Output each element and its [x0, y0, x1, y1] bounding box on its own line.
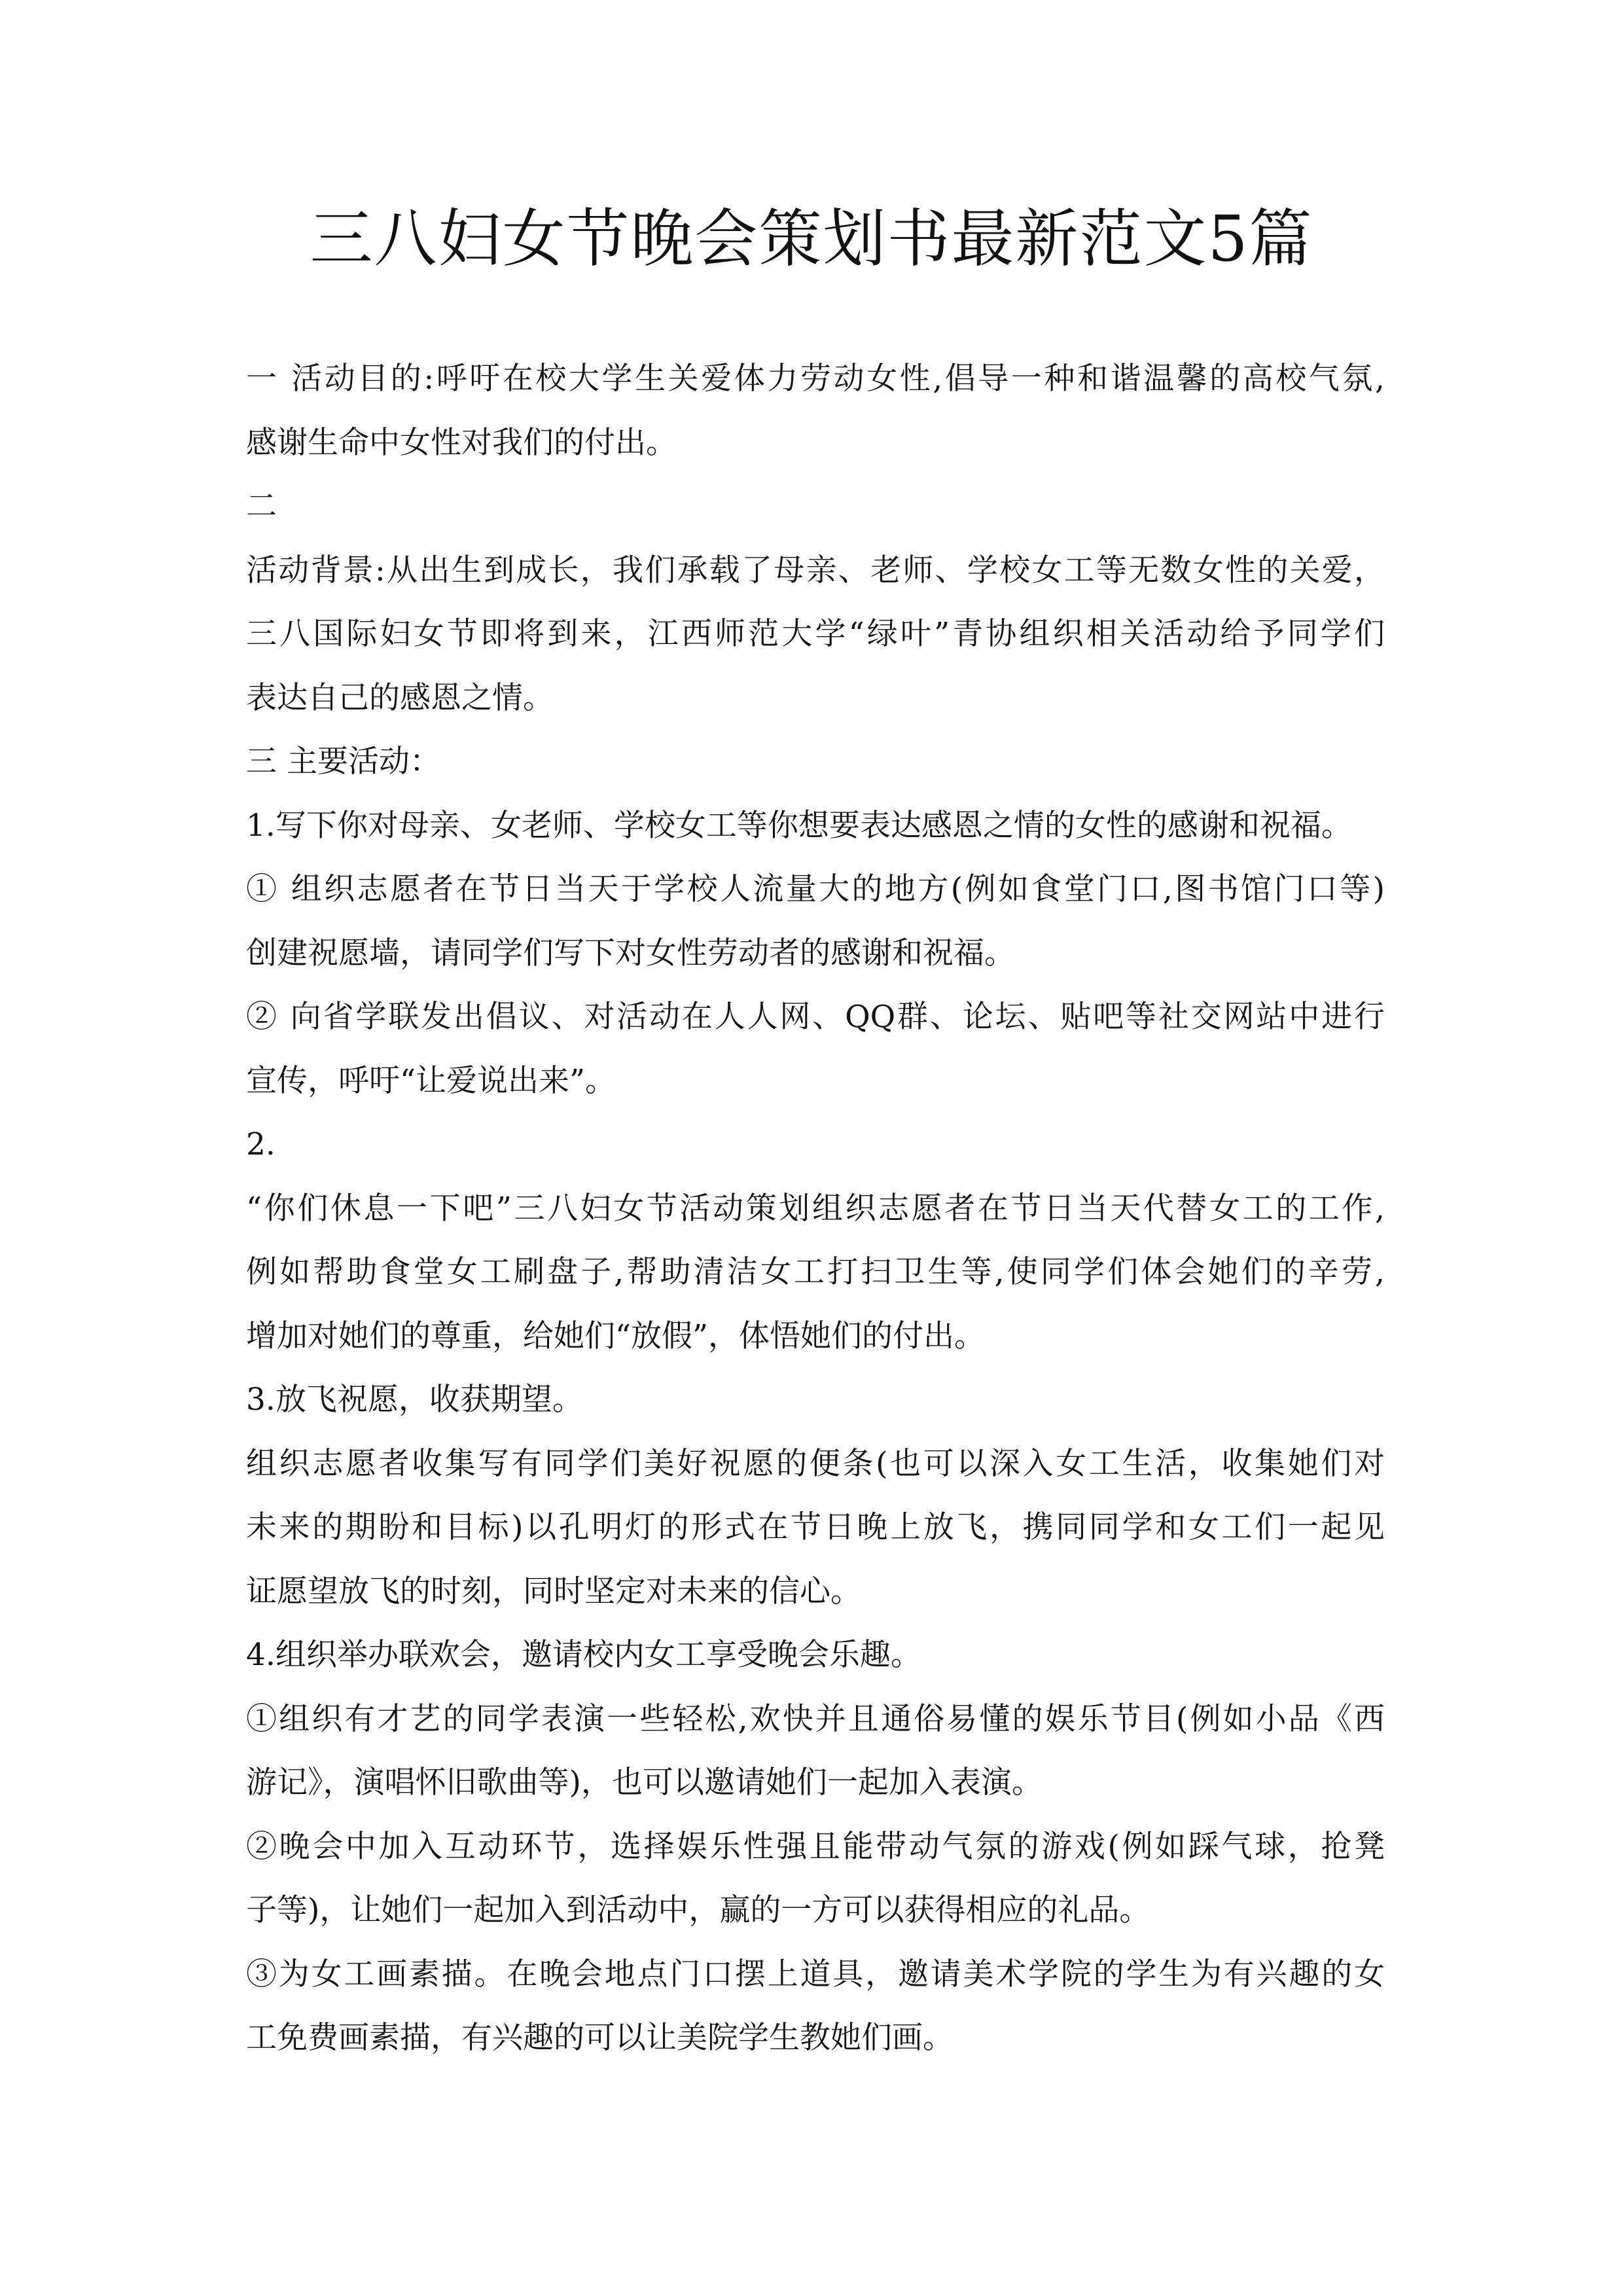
paragraph [246, 857, 1385, 985]
text-line: ③为女工画素描。在晚会地点门口摆上道具，邀请美术学院的学生为有兴趣的女 [246, 1956, 1385, 1992]
text-line: 4.组织举办联欢会，邀请校内女工享受晚会乐趣。 [246, 1637, 921, 1673]
text-line: 工免费画素描，有兴趣的可以让美院学生教她们画。 [246, 2020, 954, 2056]
paragraph [246, 985, 1385, 1113]
text-line: ②晚会中加入互动环节，选择娱乐性强且能带动气氛的游戏(例如踩气球，抢凳 [246, 1828, 1385, 1865]
text-line: 创建祝愿墙，请同学们写下对女性劳动者的感谢和祝福。 [246, 935, 1015, 971]
text-line: 增加对她们的尊重，给她们“放假”，体悟她们的付出。 [246, 1318, 986, 1354]
text-line: 3.放飞祝愿，收获期望。 [246, 1382, 583, 1418]
paragraph [246, 1113, 1385, 1177]
text-line: 组织志愿者收集写有同学们美好祝愿的便条(也可以深入女工生活，收集她们对 [246, 1445, 1385, 1482]
text-line: 活动背景:从出生到成长，我们承载了母亲、老师、学校女工等无数女性的关爱， [246, 552, 1385, 588]
paragraph [246, 1687, 1385, 1815]
document-body [246, 347, 1385, 2070]
text-line: 子等)，让她们一起加入到活动中，赢的一方可以获得相应的礼品。 [246, 1892, 1150, 1928]
text-line: 感谢生命中女性对我们的付出。 [246, 424, 677, 461]
text-line: 宣传，呼吁“让爱说出来”。 [246, 1062, 616, 1099]
paragraph [246, 1815, 1385, 1943]
text-line: 游记》，演唱怀旧歌曲等)，也可以邀请她们一起加入表演。 [246, 1765, 1043, 1801]
text-line: 三八国际妇女节即将到来，江西师范大学“绿叶”青协组织相关活动给予同学们 [246, 616, 1385, 652]
document-title: 三八妇女节晚会策划书最新范文5篇 [310, 202, 1313, 276]
text-line: 表达自己的感恩之情。 [246, 679, 554, 716]
text-line: 证愿望放飞的时刻，同时坚定对未来的信心。 [246, 1573, 861, 1609]
text-line: “你们休息一下吧”三八妇女节活动策划组织志愿者在节日当天代替女工的工作, [246, 1190, 1385, 1227]
paragraph [246, 730, 1385, 794]
paragraph [246, 1943, 1385, 2070]
text-line: 三 主要活动： [246, 744, 440, 780]
paragraph [246, 1623, 1385, 1687]
text-line: 例如帮助食堂女工刷盘子,帮助清洁女工打扫卫生等,使同学们体会她们的辛劳, [246, 1254, 1385, 1290]
paragraph [246, 794, 1385, 858]
paragraph [246, 1368, 1385, 1432]
text-line: 未来的期盼和目标)以孔明灯的形式在节日晚上放飞，携同同学和女工们一起见 [246, 1509, 1385, 1545]
text-line: ① 组织志愿者在节日当天于学校人流量大的地方(例如食堂门口,图书馆门口等) [246, 871, 1385, 907]
paragraph [246, 539, 1385, 730]
text-line: 1.写下你对母亲、女老师、学校女工等你想要表达感恩之情的女性的感谢和祝福。 [246, 807, 1352, 844]
text-line: 2. [246, 1126, 276, 1162]
paragraph [246, 1177, 1385, 1369]
text-line: ② 向省学联发出倡议、对活动在人人网、QQ群、论坛、贴吧等社交网站中进行 [246, 999, 1385, 1035]
text-line: ①组织有才艺的同学表演一些轻松,欢快并且通俗易懂的娱乐节目(例如小品《西 [246, 1700, 1385, 1737]
paragraph [246, 347, 1385, 475]
paragraph [246, 475, 1385, 539]
text-line: 一 活动目的:呼吁在校大学生关爱体力劳动女性,倡导一种和谐温馨的高校气氛, [246, 361, 1385, 397]
text-line: 二 [246, 488, 277, 524]
paragraph [246, 1432, 1385, 1624]
